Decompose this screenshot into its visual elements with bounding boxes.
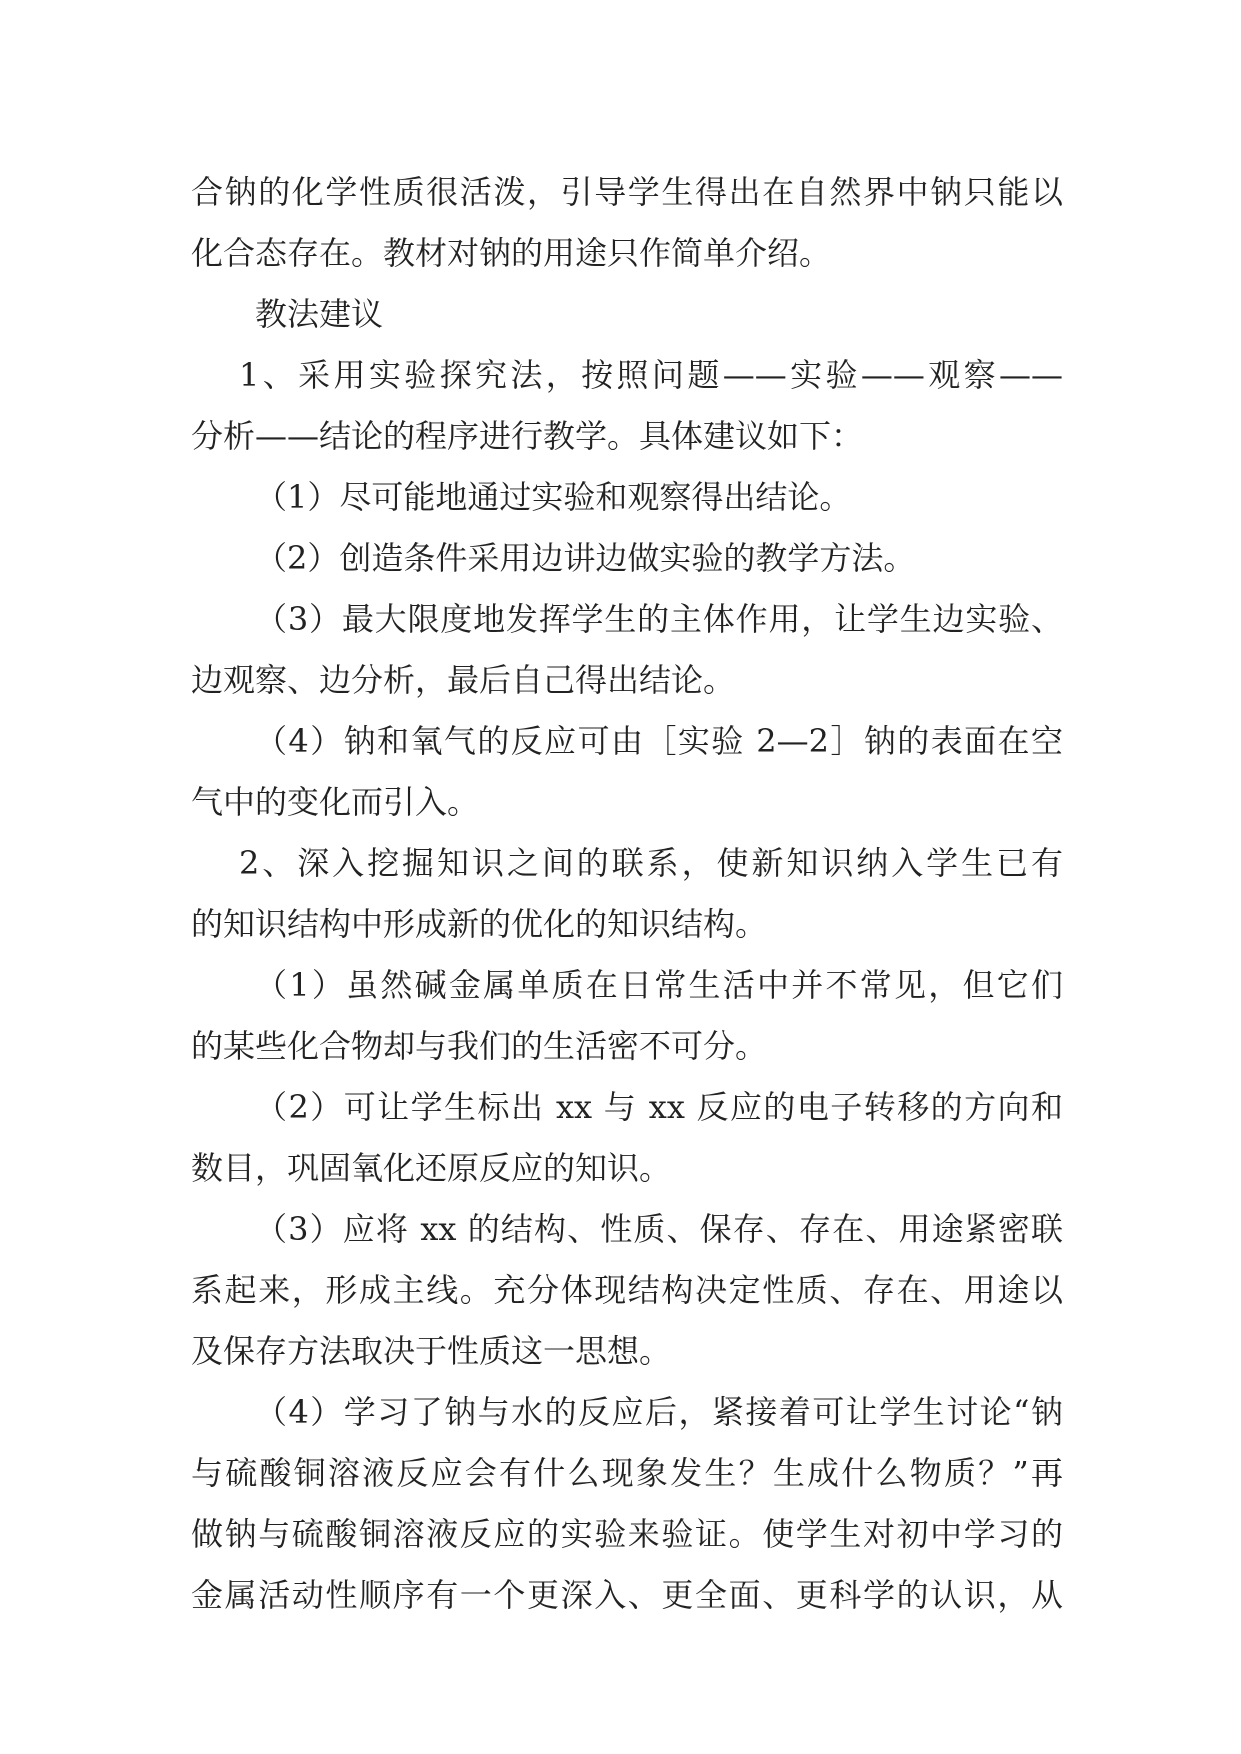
paragraph-line: 系起来，形成主线。充分体现结构决定性质、存在、用途以 [191,1271,1063,1309]
list-item: （4）钠和氧气的反应可由［实验 2—2］钠的表面在空 [255,722,1063,760]
paragraph-line: 气中的变化而引入。 [191,783,480,821]
document-body [191,162,1063,1626]
list-item: （2）创造条件采用边讲边做实验的教学方法。 [255,539,916,577]
paragraph-line: 1、采用实验探究法，按照问题——实验——观察—— [239,356,1063,394]
paragraph-line: 数目，巩固氧化还原反应的知识。 [191,1149,672,1187]
paragraph-line: 与硫酸铜溶液反应会有什么现象发生？生成什么物质？”再 [191,1454,1063,1492]
paragraph-line: 合钠的化学性质很活泼，引导学生得出在自然界中钠只能以 [191,173,1063,211]
paragraph-line: 边观察、边分析，最后自己得出结论。 [191,661,736,699]
list-item: （3）应将 xx 的结构、性质、保存、存在、用途紧密联 [255,1210,1063,1248]
section-heading: 教法建议 [255,295,384,333]
paragraph-line: 金属活动性顺序有一个更深入、更全面、更科学的认识，从 [191,1576,1063,1614]
list-item: （2）可让学生标出 xx 与 xx 反应的电子转移的方向和 [255,1088,1063,1126]
list-item: （1）尽可能地通过实验和观察得出结论。 [255,478,852,516]
paragraph-line: 及保存方法取决于性质这一思想。 [191,1332,672,1370]
paragraph-line: 分析——结论的程序进行教学。具体建议如下： [191,417,864,455]
list-item: （4）学习了钠与水的反应后，紧接着可让学生讨论“钠 [255,1393,1063,1431]
list-item: （3）最大限度地发挥学生的主体作用，让学生边实验、 [255,600,1063,638]
list-item: （1）虽然碱金属单质在日常生活中并不常见，但它们 [255,966,1063,1004]
paragraph-line: 2、深入挖掘知识之间的联系，使新知识纳入学生已有 [239,844,1063,882]
paragraph-line: 的某些化合物却与我们的生活密不可分。 [191,1027,768,1065]
paragraph-line: 做钠与硫酸铜溶液反应的实验来验证。使学生对初中学习的 [191,1515,1063,1553]
paragraph-line: 的知识结构中形成新的优化的知识结构。 [191,905,768,943]
paragraph-line: 化合态存在。教材对钠的用途只作简单介绍。 [191,234,832,272]
